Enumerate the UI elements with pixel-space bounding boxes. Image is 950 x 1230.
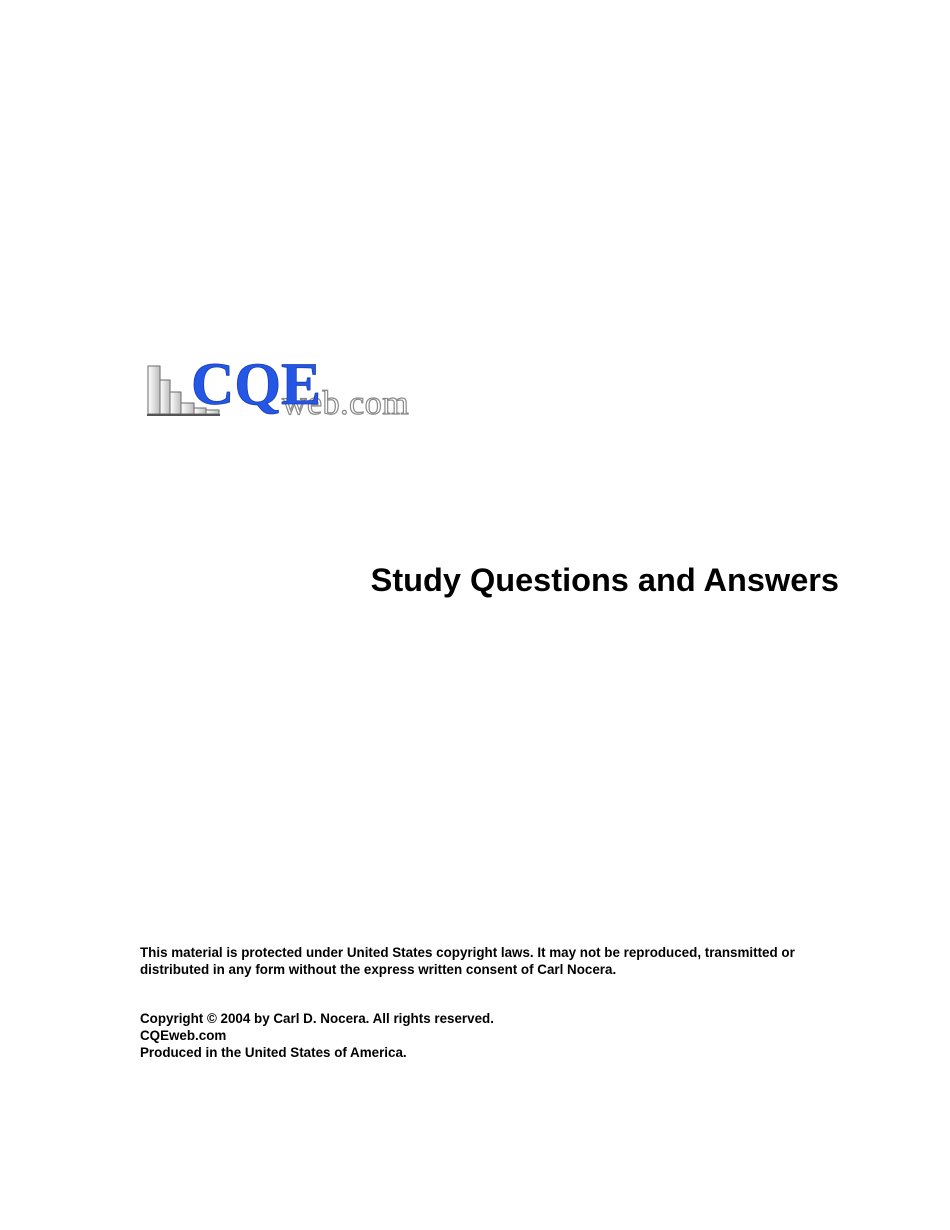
cqeweb-logo xyxy=(145,352,440,422)
copyright-statement: Copyright © 2004 by Carl D. Nocera. All rights reserved. xyxy=(140,1011,494,1026)
copyright-block xyxy=(140,944,840,1061)
produced-statement: Produced in the United States of America. xyxy=(140,1045,407,1060)
logo-sub-text: web.com xyxy=(282,385,410,422)
website-name: CQEweb.com xyxy=(140,1028,227,1043)
copyright-notice-line-2: distributed in any form without the express written consent of Carl Nocera. xyxy=(140,962,617,977)
copyright-notice-line-1: This material is protected under United States copyright laws. It may not be reproduced, transmitted or xyxy=(140,945,795,960)
logo-main-text: CQE xyxy=(191,352,322,417)
document-title: Study Questions and Answers xyxy=(370,562,839,598)
logo-graphic xyxy=(145,352,440,422)
